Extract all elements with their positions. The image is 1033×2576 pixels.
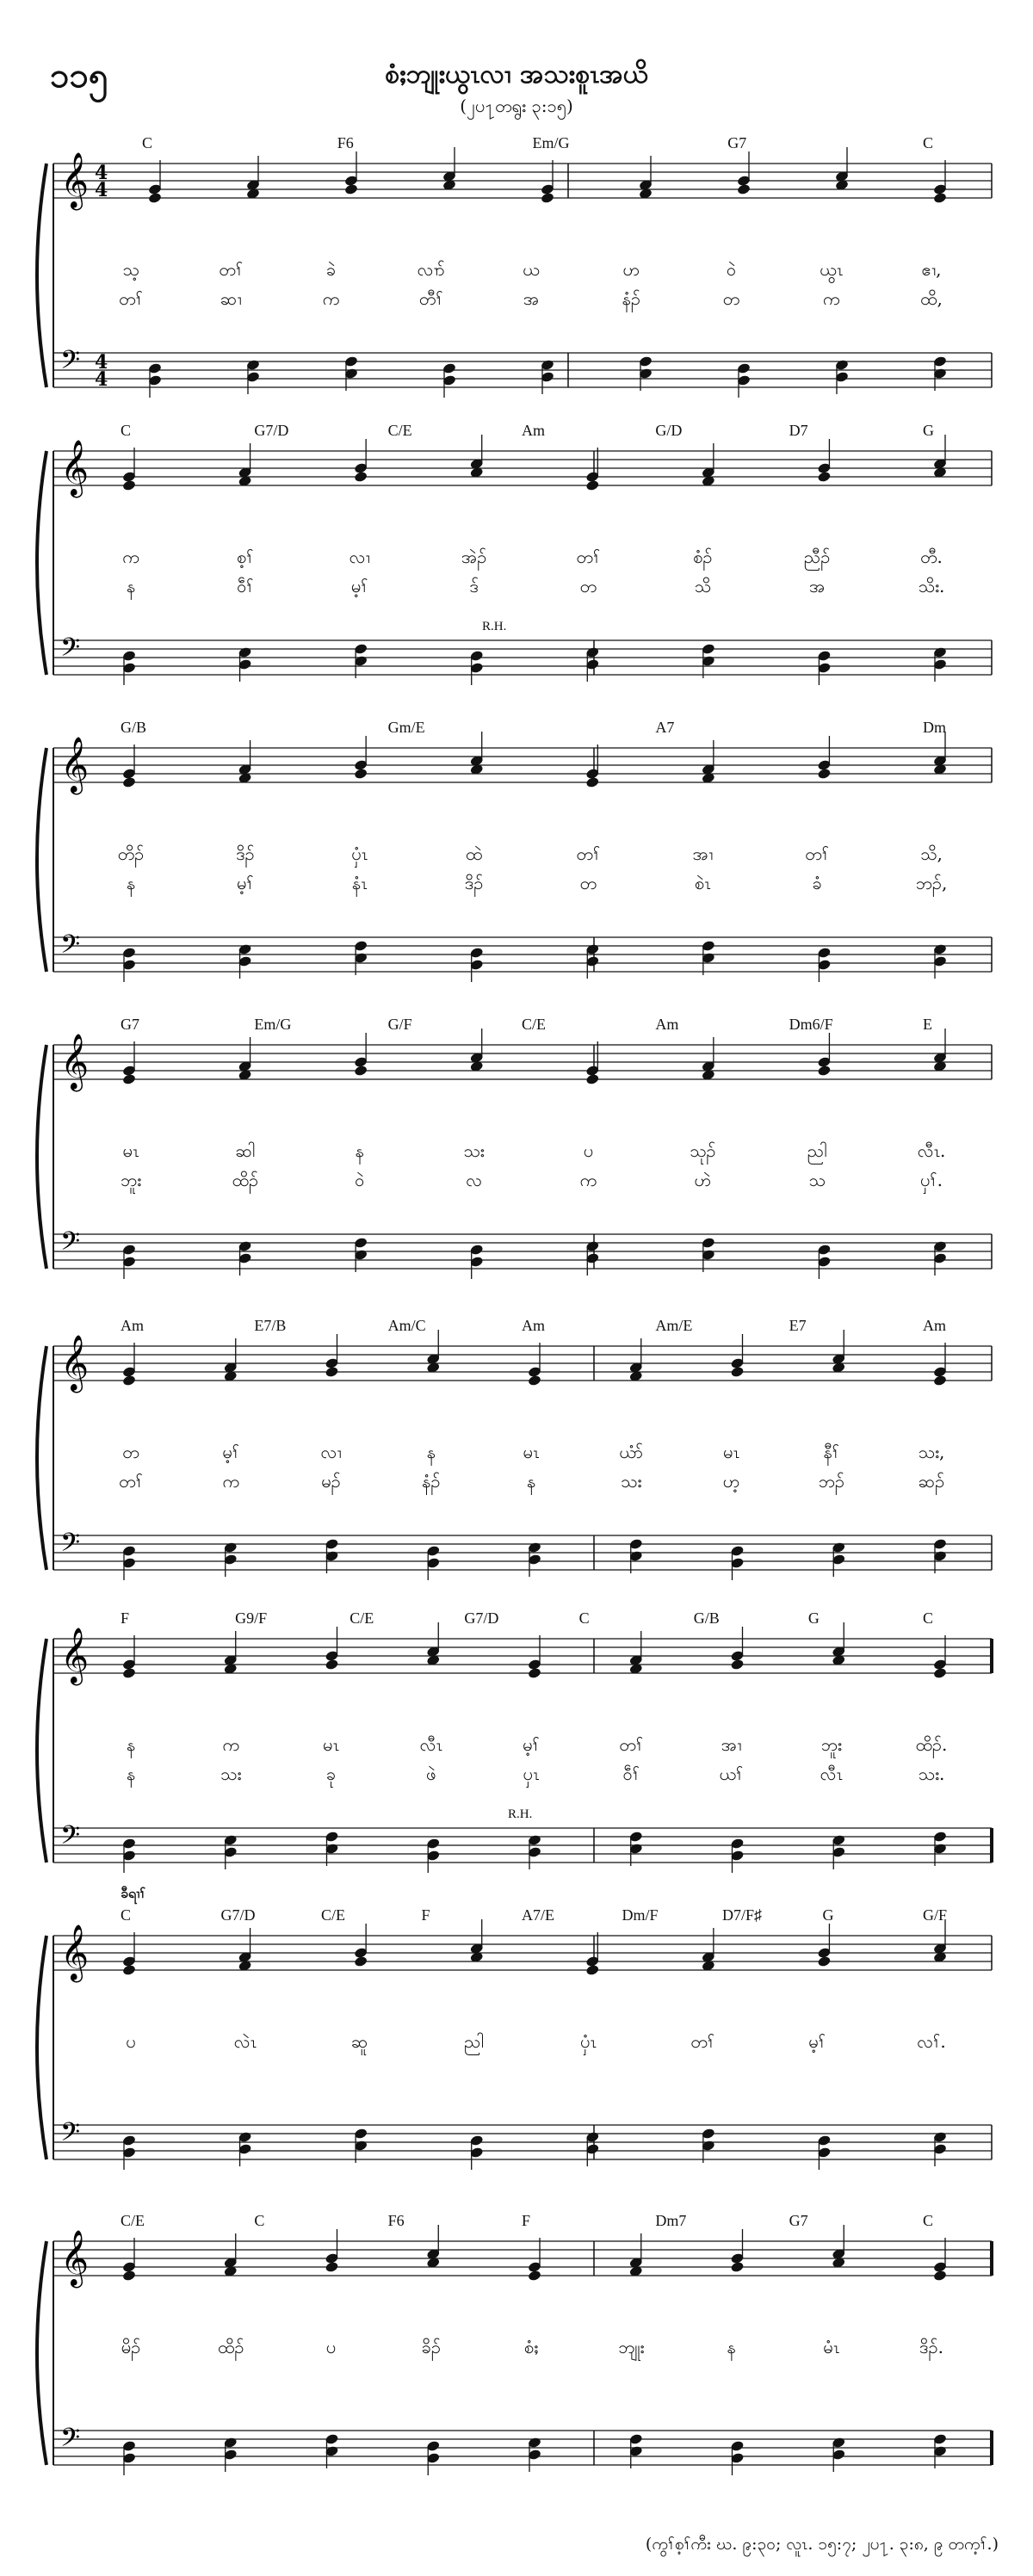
lyric-syllable-verse1: လီၤ. xyxy=(917,1140,946,1161)
lyric-syllable-verse1: မၤ xyxy=(723,1442,739,1462)
treble-note xyxy=(122,776,137,788)
treble-note xyxy=(817,1955,832,1968)
lyric-syllable-verse1: နီၢ် xyxy=(823,1442,840,1462)
chord-symbol: Am xyxy=(522,422,545,439)
chord-symbol: G7/D xyxy=(220,1906,256,1924)
chord-symbol: F6 xyxy=(387,2212,405,2229)
music-system xyxy=(0,1601,1033,1898)
chord-symbol: Dm xyxy=(923,719,946,736)
system-brace xyxy=(37,1639,46,1863)
bass-clef-icon: 𝄢 xyxy=(60,930,81,966)
treble-note xyxy=(344,183,359,195)
lyric-syllable-verse2: စဲၤ xyxy=(694,873,711,893)
lyric-syllable-verse1: အၢ xyxy=(721,1734,742,1755)
lyric-syllable-verse1: မ့ၢ် xyxy=(222,1442,240,1462)
right-hand-marker: R.H. xyxy=(482,620,507,633)
treble-note xyxy=(122,2270,137,2282)
chord-symbol: G7 xyxy=(121,1016,139,1033)
treble-note xyxy=(730,1366,745,1378)
lyric-syllable-verse2: က xyxy=(822,288,840,309)
chord-symbol: Gm/E xyxy=(387,719,425,736)
lyric-syllable-verse1: ညီၣ် xyxy=(803,547,831,567)
lyric-syllable-verse1: ပ xyxy=(583,1140,594,1161)
lyric-syllable-verse2: မ့ၢ် xyxy=(236,873,254,893)
chord-symbol: G7/D xyxy=(254,422,289,439)
page-number: ၁၁၅ xyxy=(50,55,108,96)
chord-symbol: G/B xyxy=(693,1609,720,1627)
lyric-syllable-verse1: ဆါ xyxy=(235,1140,256,1161)
lyric-syllable-verse2: လ xyxy=(466,1170,482,1190)
treble-note xyxy=(737,183,752,195)
lyric-syllable-verse2: ဟဲ xyxy=(694,1170,712,1190)
time-signature-digit: 4 xyxy=(95,162,108,184)
lyric-syllable-verse1: ခိၣ် xyxy=(421,2337,441,2357)
treble-note xyxy=(933,1374,948,1387)
lyric-syllable-verse1: မံၤ xyxy=(823,2337,840,2357)
treble-clef-icon: 𝄞 xyxy=(60,440,90,496)
music-system xyxy=(0,120,1033,413)
direction-label: ခီရၢၢ် xyxy=(121,1885,146,1901)
treble-note xyxy=(122,1667,137,1679)
music-system xyxy=(0,413,1033,710)
lyric-syllable-verse1: မိၣ် xyxy=(121,2337,141,2357)
lyric-syllable-verse1: အဲၣ် xyxy=(461,547,487,567)
chord-symbol: C/E xyxy=(349,1609,374,1627)
chord-symbol: E7 xyxy=(789,1317,807,1334)
chord-symbol: G/F xyxy=(923,1906,948,1924)
lyric-syllable-verse2: တီၢ် xyxy=(418,288,443,309)
lyric-syllable-verse1: တိၣ် xyxy=(117,843,145,864)
lyric-syllable-verse1: ထဲ xyxy=(465,843,483,864)
lyric-syllable-verse2: အ xyxy=(523,288,540,309)
lyric-syllable-verse1: ဝဲ xyxy=(726,259,737,280)
lyric-syllable-verse1: ပှံၤ xyxy=(351,843,368,864)
lyric-syllable-verse1: ထိၣ် xyxy=(218,2337,244,2357)
bass-clef-icon: 𝄢 xyxy=(60,346,81,381)
treble-note xyxy=(528,2270,542,2282)
treble-note xyxy=(122,1073,137,1085)
treble-note xyxy=(354,1955,368,1968)
lyric-syllable-verse2: ဒိၣ် xyxy=(464,873,484,893)
chord-symbol: Dm6/F xyxy=(789,1016,833,1033)
lyric-syllable-verse2: ဖဲ xyxy=(426,1764,436,1784)
lyric-syllable-verse1: ခဲ xyxy=(325,259,337,280)
chord-symbol: A7 xyxy=(655,719,675,736)
chord-symbol: G7/D xyxy=(464,1609,499,1627)
lyric-syllable-verse1: ညါ xyxy=(464,2031,484,2052)
lyric-syllable-verse1: စံၣ် xyxy=(693,547,713,567)
lyric-syllable-verse2: ဘူး xyxy=(120,1170,142,1190)
chord-symbol: Am xyxy=(655,1016,679,1033)
chord-symbol: G/F xyxy=(387,1016,412,1033)
chord-symbol: Am xyxy=(522,1317,545,1334)
lyric-syllable-verse1: စ့ၢ် xyxy=(237,547,254,567)
time-signature-digit: 4 xyxy=(95,351,108,374)
lyric-syllable-verse2: ထိၣ် xyxy=(232,1170,259,1190)
lyric-syllable-verse1: မၤ xyxy=(523,1442,540,1462)
treble-note xyxy=(585,776,600,788)
lyric-syllable-verse1: ပှံၤ xyxy=(579,2031,597,2052)
lyric-syllable-verse2: ထိ, xyxy=(920,288,943,309)
lyric-syllable-verse1: တၢ် xyxy=(219,259,244,280)
chord-symbol: E7/B xyxy=(254,1317,287,1334)
chord-symbol: G7 xyxy=(789,2212,808,2229)
chord-symbol: C/E xyxy=(121,2212,145,2229)
lyric-syllable-verse2: ဝဵၢ် xyxy=(237,576,254,596)
chord-symbol: C/E xyxy=(387,422,412,439)
lyric-syllable-verse2: ခု xyxy=(325,1764,337,1784)
chord-symbol: C xyxy=(254,2212,265,2229)
chord-symbol: E xyxy=(923,1016,932,1033)
lyric-syllable-verse2: ဘၣ် xyxy=(818,1471,844,1492)
lyric-syllable-verse2: မ့ၢ် xyxy=(350,576,368,596)
chord-symbol: G/D xyxy=(655,422,683,439)
lyric-syllable-verse1: တၢ် xyxy=(576,843,601,864)
lyric-syllable-verse1: လၢ xyxy=(349,547,370,567)
lyric-syllable-verse2: န xyxy=(126,873,136,893)
lyric-syllable-verse1: လၢာ် xyxy=(417,259,445,280)
treble-note xyxy=(817,1065,832,1077)
lyric-syllable-verse1: ထိၣ်. xyxy=(915,1734,948,1755)
chord-symbol: C xyxy=(923,134,934,151)
lyric-syllable-verse2: ပှၤ xyxy=(523,1764,540,1784)
lyric-syllable-verse2: သ xyxy=(808,1170,826,1190)
chord-symbol: C xyxy=(142,134,153,151)
lyric-syllable-verse2: ဝဵၢ် xyxy=(622,1764,640,1784)
lyric-syllable-verse1: မၤ xyxy=(323,1734,339,1755)
treble-note xyxy=(817,471,832,483)
right-hand-marker: R.H. xyxy=(508,1807,533,1821)
chord-symbol: C xyxy=(121,422,132,439)
chord-symbol: C/E xyxy=(522,1016,547,1033)
lyric-syllable-verse2: ဆၣ် xyxy=(918,1471,945,1492)
bass-clef-icon: 𝄢 xyxy=(60,1821,81,1856)
chord-symbol: A7/E xyxy=(522,1906,554,1924)
lyric-syllable-verse1: တ xyxy=(122,1442,139,1462)
lyric-syllable-verse2: တ xyxy=(579,576,597,596)
bass-clef-icon: 𝄢 xyxy=(60,1227,81,1263)
treble-note xyxy=(933,2270,948,2282)
treble-note xyxy=(585,1073,600,1085)
lyric-syllable-verse1: ပ xyxy=(325,2337,337,2357)
chord-symbol: C/E xyxy=(321,1906,346,1924)
lyric-syllable-verse1: န xyxy=(355,1140,364,1161)
lyric-syllable-verse1: ယံာ် xyxy=(619,1442,644,1462)
treble-note xyxy=(528,1667,542,1679)
lyric-syllable-verse1: န xyxy=(126,1734,136,1755)
music-system xyxy=(0,710,1033,1007)
lyric-syllable-verse1: တၢ် xyxy=(619,1734,644,1755)
treble-note xyxy=(354,768,368,780)
lyric-syllable-verse2: ပှၢ်. xyxy=(919,1170,943,1190)
chord-symbol: G xyxy=(923,422,934,439)
lyric-syllable-verse2: သိ xyxy=(694,576,711,596)
treble-clef-icon: 𝄞 xyxy=(60,1034,90,1090)
lyric-syllable-verse1: သိ, xyxy=(920,843,943,864)
lyric-syllable-verse1: သး, xyxy=(918,1442,945,1462)
treble-note xyxy=(325,1366,339,1378)
lyric-syllable-verse1: ယ xyxy=(523,259,540,280)
chord-symbol: F xyxy=(121,1609,130,1627)
treble-note xyxy=(122,1964,137,1976)
music-system xyxy=(0,1007,1033,1308)
time-signature-digit: 4 xyxy=(95,179,108,201)
treble-note xyxy=(541,192,555,204)
system-brace xyxy=(37,748,46,972)
treble-clef-icon: 𝄞 xyxy=(60,1628,90,1683)
lyric-syllable-verse1: စံႈ xyxy=(523,2337,539,2357)
music-system xyxy=(0,2203,1033,2530)
chord-symbol: F6 xyxy=(337,134,354,151)
chord-symbol: G7 xyxy=(727,134,747,151)
lyric-syllable-verse1: လၢ xyxy=(320,1442,342,1462)
lyric-syllable-verse1: က xyxy=(222,1734,240,1755)
lyric-syllable-verse1: ပ xyxy=(126,2031,136,2052)
chord-symbol: F xyxy=(522,2212,531,2229)
lyric-syllable-verse1: သ့ xyxy=(122,259,139,280)
treble-clef-icon: 𝄞 xyxy=(60,2230,90,2286)
treble-clef-icon: 𝄞 xyxy=(60,737,90,793)
lyric-syllable-verse2: တ xyxy=(579,873,597,893)
lyric-syllable-verse2: တၢ် xyxy=(119,1471,143,1492)
footer-reference: (ကွၢ်စ့ၢ်ကီး ဃ. ၉:၃၀; လူၤ. ၁၅:၇; ၂ပ႑. ၃:၈, ၉ တက့ၢ်.) xyxy=(645,2535,999,2554)
chord-symbol: Dm7 xyxy=(655,2212,687,2229)
bass-clef-icon: 𝄢 xyxy=(60,1529,81,1564)
chord-symbol: C xyxy=(923,2212,934,2229)
chord-symbol: G xyxy=(822,1906,834,1924)
lyric-syllable-verse2: ဒ် xyxy=(469,576,479,596)
treble-note xyxy=(730,2261,745,2273)
chord-symbol: Dm/F xyxy=(622,1906,659,1924)
chord-symbol: C xyxy=(121,1906,132,1924)
lyric-syllable-verse1: န xyxy=(727,2337,736,2357)
treble-clef-icon: 𝄞 xyxy=(60,1924,90,1980)
lyric-syllable-verse2: သိး. xyxy=(918,576,945,596)
lyric-syllable-verse2: န xyxy=(526,1471,536,1492)
lyric-syllable-verse1: မ့ၢ် xyxy=(808,2031,826,2052)
lyric-syllable-verse2: သး xyxy=(621,1471,642,1492)
lyric-syllable-verse1: က xyxy=(122,547,139,567)
lyric-syllable-verse2: က xyxy=(222,1471,240,1492)
chord-symbol: G9/F xyxy=(235,1609,268,1627)
lyric-syllable-verse1: တၢ် xyxy=(690,2031,715,2052)
lyric-syllable-verse1: လီၤ xyxy=(419,1734,442,1755)
lyric-syllable-verse1: လၢ်. xyxy=(917,2031,946,2052)
treble-note xyxy=(585,479,600,491)
lyric-syllable-verse1: ဘူး xyxy=(820,1734,842,1755)
lyric-syllable-verse2: န xyxy=(126,576,136,596)
chord-symbol: Em/G xyxy=(532,134,570,151)
system-brace xyxy=(37,164,46,387)
treble-note xyxy=(933,1667,948,1679)
lyric-syllable-verse1: ဆူ xyxy=(351,2031,368,2052)
bass-clef-icon: 𝄢 xyxy=(60,633,81,669)
chord-symbol: C xyxy=(578,1609,590,1627)
lyric-syllable-verse1: ဘျုး xyxy=(618,2337,645,2357)
lyric-syllable-verse2: နံၣ် xyxy=(622,288,640,309)
page-title: စံႈဘျုးယွၤလၢ အသးစူၤအယိ xyxy=(385,59,648,90)
lyric-syllable-verse2: သး. xyxy=(918,1764,945,1784)
time-signature-digit: 4 xyxy=(95,368,108,391)
lyric-syllable-verse1: လဲၤ xyxy=(233,2031,257,2052)
chord-symbol: Em/G xyxy=(254,1016,292,1033)
chord-symbol: Am/C xyxy=(387,1317,426,1334)
system-brace xyxy=(37,1936,46,2159)
lyric-syllable-verse1: တၢ် xyxy=(576,547,601,567)
treble-note xyxy=(354,471,368,483)
system-brace xyxy=(37,1346,46,1570)
lyric-syllable-verse1: ဒိၣ် xyxy=(236,843,255,864)
lyric-syllable-verse1: သး xyxy=(463,1140,485,1161)
lyric-syllable-verse1: တီ. xyxy=(920,547,943,567)
lyric-syllable-verse2: သး xyxy=(220,1764,242,1784)
lyric-syllable-verse1: မ့ၢ် xyxy=(523,1734,540,1755)
lyric-syllable-verse2: တၢ် xyxy=(119,288,143,309)
lyric-syllable-verse2: လီၤ xyxy=(820,1764,843,1784)
treble-note xyxy=(325,2261,339,2273)
treble-note xyxy=(528,1374,542,1387)
music-system xyxy=(0,1885,1033,2203)
system-brace xyxy=(37,451,46,675)
lyric-syllable-verse2: မၣ် xyxy=(321,1471,341,1492)
treble-note xyxy=(933,192,948,204)
treble-note xyxy=(730,1659,745,1671)
lyric-syllable-verse1: သုၣ် xyxy=(690,1140,716,1161)
lyric-syllable-verse2: ဝဲ xyxy=(355,1170,365,1190)
lyric-syllable-verse1: ဟ xyxy=(622,259,640,280)
treble-clef-icon: 𝄞 xyxy=(60,1335,90,1391)
chord-symbol: G/B xyxy=(121,719,147,736)
lyric-syllable-verse2: ဘၣ်, xyxy=(915,873,948,893)
staff-svg xyxy=(0,2203,1033,2530)
lyric-syllable-verse1: န xyxy=(426,1442,436,1462)
chord-symbol: C xyxy=(923,1609,934,1627)
treble-note xyxy=(585,1964,600,1976)
lyric-syllable-verse2: နံၣ် xyxy=(422,1471,441,1492)
chord-symbol: D7 xyxy=(789,422,808,439)
bass-clef-icon: 𝄢 xyxy=(60,2118,81,2153)
chord-symbol: Am xyxy=(923,1317,946,1334)
chord-symbol: D7/F♯ xyxy=(722,1906,763,1924)
lyric-syllable-verse1: ယွၤ xyxy=(820,259,844,280)
treble-note xyxy=(122,479,137,491)
chord-symbol: F xyxy=(421,1906,430,1924)
chord-symbol: G xyxy=(807,1609,820,1627)
lyric-syllable-verse1: ဧၢ, xyxy=(921,259,942,280)
lyric-syllable-verse2: တ xyxy=(722,288,740,309)
lyric-syllable-verse2: ခံ xyxy=(812,873,822,893)
treble-clef-icon: 𝄞 xyxy=(60,152,90,208)
lyric-syllable-verse1: အၢ xyxy=(692,843,714,864)
chord-symbol: Am xyxy=(121,1317,144,1334)
treble-note xyxy=(148,192,163,204)
treble-note xyxy=(354,1065,368,1077)
lyric-syllable-verse2: နံၤ xyxy=(351,873,368,893)
lyric-syllable-verse1: တၢ် xyxy=(805,843,830,864)
lyric-syllable-verse2: ဟ့ xyxy=(722,1471,740,1492)
lyric-syllable-verse2: အ xyxy=(808,576,826,596)
lyric-syllable-verse2: ယၢ် xyxy=(719,1764,744,1784)
lyric-syllable-verse2: က xyxy=(322,288,340,309)
lyric-syllable-verse2: ဆၢ xyxy=(220,288,242,309)
lyric-syllable-verse1: မၤ xyxy=(122,1140,139,1161)
music-system xyxy=(0,1308,1033,1601)
system-brace xyxy=(37,1045,46,1269)
lyric-syllable-verse1: ဒိၣ်. xyxy=(919,2337,943,2357)
treble-note xyxy=(122,1374,137,1387)
treble-note xyxy=(325,1659,339,1671)
system-brace xyxy=(37,2241,46,2465)
page-subtitle: (၂ပ႑တရွး ၃:၁၅) xyxy=(460,96,573,116)
chord-symbol: Am/E xyxy=(655,1317,693,1334)
lyric-syllable-verse2: က xyxy=(579,1170,597,1190)
treble-note xyxy=(817,768,832,780)
lyric-syllable-verse1: ညါ xyxy=(807,1140,827,1161)
bass-clef-icon: 𝄢 xyxy=(60,2424,81,2459)
lyric-syllable-verse2: န xyxy=(126,1764,136,1784)
